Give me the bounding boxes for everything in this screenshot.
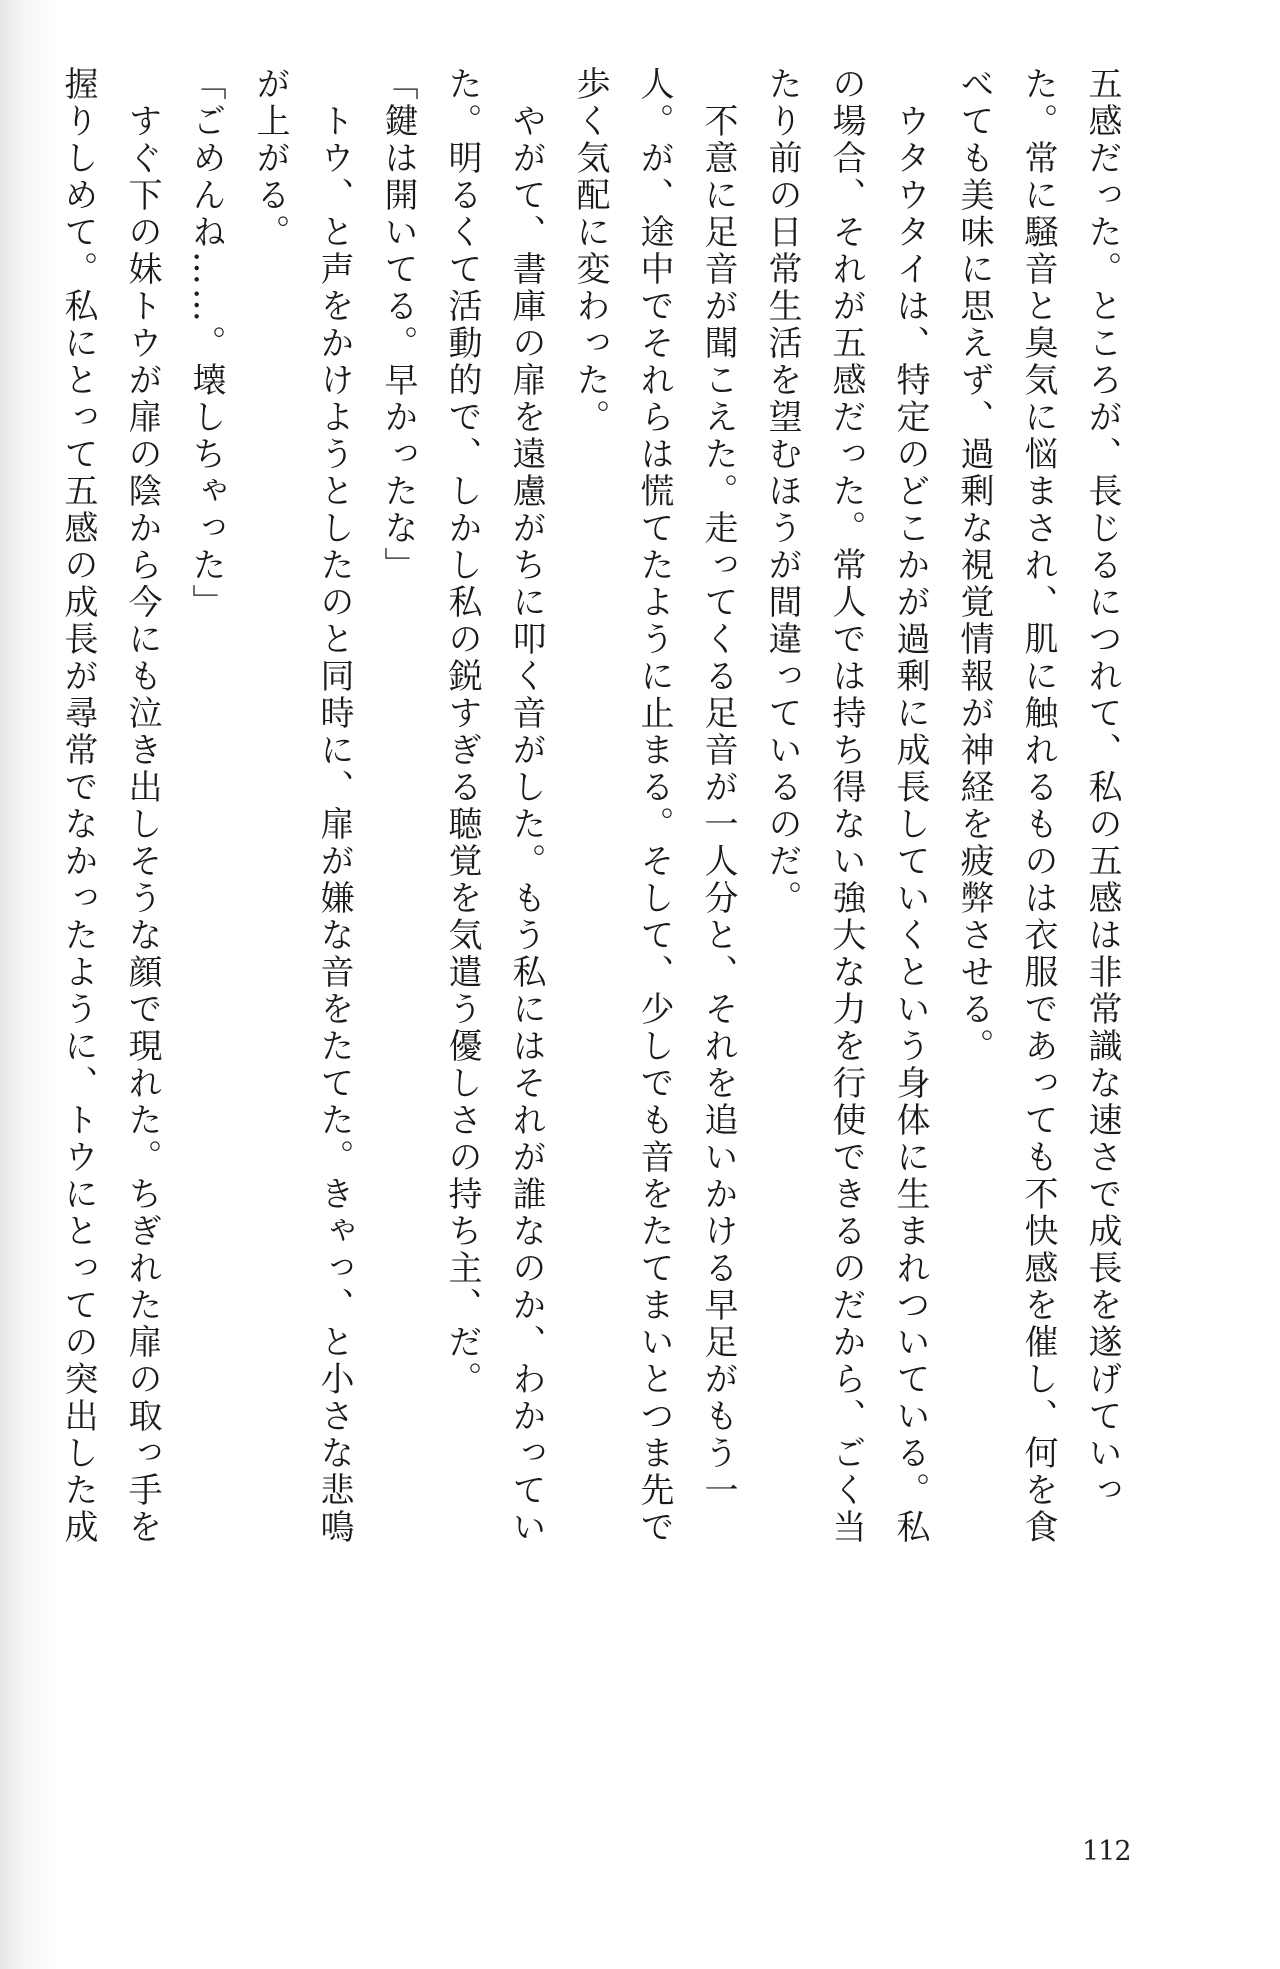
text-line: ウタウタイは、特定のどこかが過剰に成長していくという身体に生まれついている。私 [890, 66, 930, 1546]
dialogue-line: 「鍵は開いてる。早かったな」 [378, 66, 418, 584]
text-line: トウ、と声をかけようとしたのと同時に、扉が嫌な音をたてた。きゃっ、と小さな悲鳴 [314, 66, 354, 1546]
text-line: 歩く気配に変わった。 [570, 66, 610, 436]
text-line: べても美味に思えず、過剰な視覚情報が神経を疲弊させる。 [954, 66, 994, 1065]
text-line: た。常に騒音と臭気に悩まされ、肌に触れるものは衣服であっても不快感を催し、何を食 [1018, 66, 1058, 1546]
text-line: が上がる。 [250, 66, 290, 251]
dialogue-line: 「ごめんね……。壊しちゃった」 [186, 66, 226, 621]
text-line: た。明るくて活動的で、しかし私の鋭すぎる聴覚を気遣う優しさの持ち主、だ。 [442, 66, 482, 1398]
text-line: 握りしめて。私にとって五感の成長が尋常でなかったように、トウにとっての突出した成 [58, 66, 98, 1546]
text-line: 人。が、途中でそれらは慌てたように止まる。そして、少しでも音をたてまいとつま先で [634, 66, 674, 1546]
text-line: の場合、それが五感だった。常人では持ち得ない強大な力を行使できるのだから、ごく当 [826, 66, 866, 1546]
text-line: たり前の日常生活を望むほうが間違っているのだ。 [762, 66, 802, 917]
text-line: やがて、書庫の扉を遠慮がちに叩く音がした。もう私にはそれが誰なのか、わかってい [506, 66, 546, 1546]
text-line: すぐ下の妹トウが扉の陰から今にも泣き出しそうな顔で現れた。ちぎれた扉の取っ手を [122, 66, 162, 1546]
text-line: 不意に足音が聞こえた。走ってくる足音が一人分と、それを追いかける早足がもう一 [698, 66, 738, 1509]
vertical-text-body [46, 66, 1134, 1576]
text-line: 五感だった。ところが、長じるにつれて、私の五感は非常識な速さで成長を遂げていっ [1082, 66, 1122, 1509]
page-number: 112 [1082, 1836, 1131, 1867]
